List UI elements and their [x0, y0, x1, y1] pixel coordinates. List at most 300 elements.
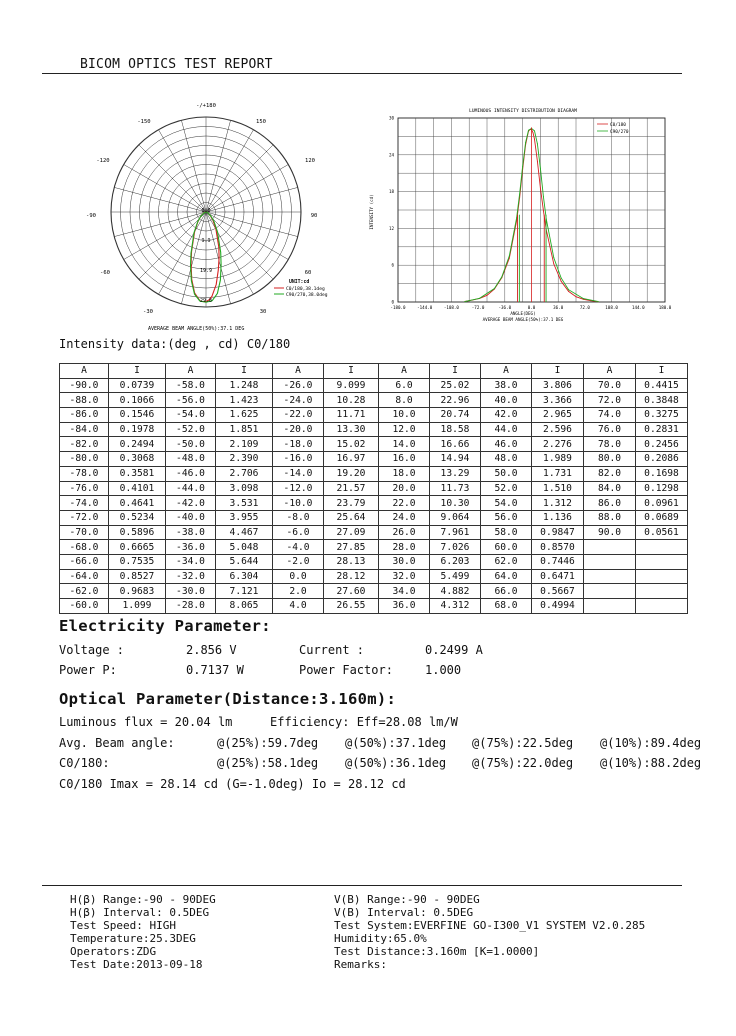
- table-cell: 9.099: [324, 378, 379, 393]
- table-cell: 82.0: [584, 466, 636, 481]
- test-system: Test System:EVERFINE GO-I300_V1 SYSTEM V2.0.285: [334, 919, 646, 932]
- table-column-header: A: [481, 364, 532, 379]
- table-cell: -88.0: [60, 393, 109, 408]
- table-cell: -50.0: [166, 437, 216, 452]
- polar-spoke: [159, 212, 207, 294]
- table-cell: 10.30: [430, 496, 481, 511]
- table-cell: 10.28: [324, 393, 379, 408]
- table-cell: -14.0: [273, 466, 324, 481]
- x-tick-label: -72.0: [471, 305, 485, 310]
- x-tick-label: 72.0: [579, 305, 590, 310]
- polar-spoke: [206, 130, 254, 212]
- intensity-table-header: [60, 364, 688, 379]
- table-cell: 3.806: [532, 378, 584, 393]
- table-cell: [584, 584, 636, 599]
- chart-series: [464, 127, 599, 302]
- series-0-point: [537, 161, 538, 162]
- x-tick-label: 36.0: [553, 305, 564, 310]
- table-row: [60, 599, 688, 614]
- power-label: Power P:: [59, 663, 117, 677]
- c0-beam-50: @(50%):36.1deg: [345, 756, 447, 770]
- table-cell: 11.71: [324, 408, 379, 423]
- c0-beam-75: @(75%):22.0deg: [472, 756, 574, 770]
- table-cell: 0.9847: [532, 525, 584, 540]
- table-row: [60, 510, 688, 525]
- polar-label-top: -/+180: [196, 103, 216, 109]
- intensity-table-body: [60, 378, 688, 613]
- polar-spoke: [206, 212, 298, 237]
- table-cell: 0.0561: [636, 525, 688, 540]
- table-cell: -40.0: [166, 510, 216, 525]
- table-cell: 8.0: [379, 393, 430, 408]
- table-cell: 1.312: [532, 496, 584, 511]
- table-cell: 14.94: [430, 452, 481, 467]
- table-cell: 0.2494: [109, 437, 166, 452]
- table-cell: 32.0: [379, 569, 430, 584]
- table-cell: 0.2086: [636, 452, 688, 467]
- series-1-point: [528, 130, 529, 131]
- table-cell: -82.0: [60, 437, 109, 452]
- table-cell: -12.0: [273, 481, 324, 496]
- current-value: 0.2499 A: [425, 643, 483, 657]
- table-cell: -46.0: [166, 466, 216, 481]
- series-1-point: [540, 168, 541, 169]
- v-range: V(B) Range:-90 - 90DEG: [334, 893, 480, 906]
- footer-divider: [42, 885, 682, 886]
- table-cell: 88.0: [584, 510, 636, 525]
- y-tick-label: 18: [388, 189, 394, 195]
- table-cell: 1.625: [216, 408, 273, 423]
- polar-label-right: 90: [310, 213, 318, 219]
- optical-section-title: Optical Parameter(Distance:3.160m):: [59, 690, 397, 708]
- series-1-point: [501, 276, 502, 277]
- series-0-point: [576, 296, 577, 297]
- table-cell: -10.0: [273, 496, 324, 511]
- imax-line: C0/180 Imax = 28.14 cd (G=-1.0deg) Io = 28.12 cd: [59, 777, 406, 791]
- table-cell: 68.0: [481, 599, 532, 614]
- chart-footer: AVERAGE BEAM ANGLE(50%):37.1 DEG: [482, 317, 564, 322]
- table-cell: 16.66: [430, 437, 481, 452]
- table-cell: 18.0: [379, 466, 430, 481]
- table-cell: 90.0: [584, 525, 636, 540]
- table-row: [60, 540, 688, 555]
- table-cell: 0.4101: [109, 481, 166, 496]
- table-cell: [636, 584, 688, 599]
- table-cell: 80.0: [584, 452, 636, 467]
- series-1-point: [494, 288, 495, 289]
- table-cell: 27.85: [324, 540, 379, 555]
- table-cell: 28.12: [324, 569, 379, 584]
- table-cell: 0.9683: [109, 584, 166, 599]
- table-cell: 0.1698: [636, 466, 688, 481]
- polar-label-bl2: -60: [100, 270, 110, 276]
- operators: Operators:ZDG: [70, 945, 157, 958]
- x-tick-label: 108.0: [605, 305, 618, 310]
- table-cell: 36.0: [379, 599, 430, 614]
- table-cell: 10.0: [379, 408, 430, 423]
- h-range: H(β) Range:-90 - 90DEG: [70, 893, 216, 906]
- table-cell: 0.7446: [532, 554, 584, 569]
- polar-spoke: [206, 165, 288, 213]
- table-cell: 26.0: [379, 525, 430, 540]
- table-cell: 62.0: [481, 554, 532, 569]
- series-1-point: [509, 256, 510, 257]
- table-column-header: A: [273, 364, 324, 379]
- table-cell: -42.0: [166, 496, 216, 511]
- table-cell: 0.3581: [109, 466, 166, 481]
- table-cell: 4.0: [273, 599, 324, 614]
- table-cell: -56.0: [166, 393, 216, 408]
- series-0-point: [534, 139, 535, 140]
- electricity-section-title: Electricity Parameter:: [59, 617, 271, 635]
- polar-label-tl2: -120: [96, 158, 110, 164]
- table-cell: 38.0: [481, 378, 532, 393]
- table-cell: 5.499: [430, 569, 481, 584]
- polar-radial-label-3: 29.8: [199, 298, 213, 304]
- table-row: [60, 554, 688, 569]
- chart-xlabel: ANGLE(DEG): [510, 311, 536, 316]
- table-cell: 26.55: [324, 599, 379, 614]
- series-1-point: [561, 278, 562, 279]
- table-cell: 0.0961: [636, 496, 688, 511]
- voltage-value: 2.856 V: [186, 643, 237, 657]
- table-cell: 0.1978: [109, 422, 166, 437]
- table-cell: [584, 554, 636, 569]
- table-cell: 13.29: [430, 466, 481, 481]
- table-cell: 5.644: [216, 554, 273, 569]
- table-cell: 2.390: [216, 452, 273, 467]
- x-tick-label: -180.0: [390, 305, 406, 310]
- table-cell: [584, 569, 636, 584]
- series-1-point: [519, 194, 520, 195]
- series-1-point: [568, 289, 569, 290]
- table-cell: -18.0: [273, 437, 324, 452]
- table-cell: -68.0: [60, 540, 109, 555]
- table-cell: 1.510: [532, 481, 584, 496]
- x-tick-label: -144.0: [417, 305, 433, 310]
- table-cell: 72.0: [584, 393, 636, 408]
- table-cell: 23.79: [324, 496, 379, 511]
- table-cell: 60.0: [481, 540, 532, 555]
- voltage-label: Voltage :: [59, 643, 125, 657]
- series-0-point: [553, 264, 554, 265]
- table-cell: 0.3275: [636, 408, 688, 423]
- footer-right-block: [334, 893, 645, 971]
- luminous-flux: Luminous flux = 20.04 lm: [59, 715, 233, 729]
- table-cell: -36.0: [166, 540, 216, 555]
- table-cell: -34.0: [166, 554, 216, 569]
- polar-unit: UNIT:cd: [289, 280, 310, 285]
- table-cell: [636, 540, 688, 555]
- polar-footer: AVERAGE BEAM ANGLE(50%):37.1 DEG: [148, 326, 245, 332]
- table-cell: -16.0: [273, 452, 324, 467]
- h-interval: H(β) Interval: 0.5DEG: [70, 906, 210, 919]
- table-cell: -84.0: [60, 422, 109, 437]
- table-cell: 5.048: [216, 540, 273, 555]
- chart-legend-c90: C90/270: [610, 130, 629, 135]
- table-cell: 30.0: [379, 554, 430, 569]
- table-cell: 6.203: [430, 554, 481, 569]
- table-cell: -2.0: [273, 554, 324, 569]
- polar-label-bl1: -30: [143, 309, 153, 315]
- table-cell: -52.0: [166, 422, 216, 437]
- series-0-point: [568, 291, 569, 292]
- table-cell: 0.1066: [109, 393, 166, 408]
- x-tick-label: 144.0: [631, 305, 645, 310]
- table-cell: -6.0: [273, 525, 324, 540]
- table-cell: 0.5896: [109, 525, 166, 540]
- table-cell: -64.0: [60, 569, 109, 584]
- polar-radial-label-0: 0.0: [201, 208, 211, 214]
- remarks: Remarks:: [334, 958, 387, 971]
- y-tick-label: 12: [388, 225, 394, 231]
- table-cell: -60.0: [60, 599, 109, 614]
- polar-label-br1: 30: [259, 309, 267, 315]
- table-cell: 66.0: [481, 584, 532, 599]
- test-distance: Test Distance:3.160m [K=1.0000]: [334, 945, 540, 958]
- table-column-header: I: [109, 364, 166, 379]
- polar-label-br2: 60: [304, 270, 312, 276]
- table-cell: 3.531: [216, 496, 273, 511]
- table-row: [60, 525, 688, 540]
- table-row: [60, 481, 688, 496]
- series-1-point: [516, 217, 517, 218]
- table-cell: 0.1298: [636, 481, 688, 496]
- table-row: [60, 408, 688, 423]
- table-row: [60, 393, 688, 408]
- table-cell: 0.1546: [109, 408, 166, 423]
- table-cell: 1.423: [216, 393, 273, 408]
- table-cell: 0.0: [273, 569, 324, 584]
- table-cell: 78.0: [584, 437, 636, 452]
- table-cell: 22.0: [379, 496, 430, 511]
- table-cell: -8.0: [273, 510, 324, 525]
- table-cell: 84.0: [584, 481, 636, 496]
- table-column-header: I: [532, 364, 584, 379]
- table-cell: -86.0: [60, 408, 109, 423]
- polar-spoke: [124, 165, 206, 213]
- table-cell: 2.596: [532, 422, 584, 437]
- series-1-point: [583, 298, 584, 299]
- table-cell: 27.60: [324, 584, 379, 599]
- table-cell: 14.0: [379, 437, 430, 452]
- table-cell: -80.0: [60, 452, 109, 467]
- polar-radial-label-1: 9.9: [201, 238, 211, 244]
- table-cell: 4.467: [216, 525, 273, 540]
- x-tick-label: 0.0: [527, 305, 536, 310]
- table-cell: 15.02: [324, 437, 379, 452]
- table-cell: 0.2456: [636, 437, 688, 452]
- table-cell: 58.0: [481, 525, 532, 540]
- table-cell: -58.0: [166, 378, 216, 393]
- table-cell: -48.0: [166, 452, 216, 467]
- table-cell: -22.0: [273, 408, 324, 423]
- table-cell: 4.882: [430, 584, 481, 599]
- table-cell: 16.97: [324, 452, 379, 467]
- intensity-table: [59, 363, 688, 614]
- table-cell: 74.0: [584, 408, 636, 423]
- y-tick-label: 0: [391, 299, 394, 305]
- intensity-distribution-chart: [360, 104, 670, 328]
- polar-legend-c0: C0/180,38.1deg: [286, 287, 325, 292]
- table-cell: 0.7535: [109, 554, 166, 569]
- series-1-point: [525, 142, 526, 143]
- table-cell: 1.248: [216, 378, 273, 393]
- polar-spoke: [206, 212, 254, 294]
- intensity-data-header: Intensity data:(deg , cd) C0/180: [59, 337, 291, 351]
- table-cell: -20.0: [273, 422, 324, 437]
- power-value: 0.7137 W: [186, 663, 244, 677]
- avg-beam-25: @(25%):59.7deg: [217, 736, 319, 750]
- table-cell: 6.0: [379, 378, 430, 393]
- table-cell: -4.0: [273, 540, 324, 555]
- efficiency: Efficiency: Eff=28.08 lm/W: [270, 715, 458, 729]
- polar-label-tr2: 120: [305, 158, 315, 164]
- x-tick-label: -108.0: [443, 305, 459, 310]
- table-cell: 86.0: [584, 496, 636, 511]
- series-0-point: [540, 188, 541, 189]
- table-cell: 0.8527: [109, 569, 166, 584]
- humidity: Humidity:65.0%: [334, 932, 427, 945]
- table-cell: 4.312: [430, 599, 481, 614]
- series-1-point: [598, 301, 599, 302]
- series-1-point: [522, 166, 523, 167]
- polar-intensity-diagram: [78, 100, 340, 336]
- table-cell: 3.366: [532, 393, 584, 408]
- series-1-point: [553, 257, 554, 258]
- x-tick-label: 180.0: [658, 305, 672, 310]
- table-row: [60, 378, 688, 393]
- table-cell: 48.0: [481, 452, 532, 467]
- test-date: Test Date:2013-09-18: [70, 958, 203, 971]
- table-cell: 25.02: [430, 378, 481, 393]
- table-cell: [584, 599, 636, 614]
- polar-legend-c90: C90/270,38.0deg: [286, 293, 328, 298]
- table-column-header: A: [584, 364, 636, 379]
- table-cell: 0.6471: [532, 569, 584, 584]
- table-cell: 28.13: [324, 554, 379, 569]
- polar-spoke: [206, 187, 298, 212]
- table-cell: -74.0: [60, 496, 109, 511]
- polar-spoke: [181, 120, 206, 212]
- table-cell: 0.4415: [636, 378, 688, 393]
- table-cell: 2.706: [216, 466, 273, 481]
- series-0-point: [543, 210, 544, 211]
- table-cell: 21.57: [324, 481, 379, 496]
- test-speed: Test Speed: HIGH: [70, 919, 176, 932]
- table-cell: 20.0: [379, 481, 430, 496]
- c0-beam-25: @(25%):58.1deg: [217, 756, 319, 770]
- table-cell: -54.0: [166, 408, 216, 423]
- table-cell: 0.3068: [109, 452, 166, 467]
- table-cell: 54.0: [481, 496, 532, 511]
- power-factor-value: 1.000: [425, 663, 462, 677]
- series-1-point: [464, 301, 465, 302]
- table-cell: 12.0: [379, 422, 430, 437]
- table-cell: 1.136: [532, 510, 584, 525]
- table-cell: 0.0739: [109, 378, 166, 393]
- series-1-point: [534, 130, 535, 131]
- table-cell: -66.0: [60, 554, 109, 569]
- c0-beam-angle-label: C0/180:: [59, 756, 110, 770]
- y-tick-label: 30: [388, 115, 394, 121]
- y-tick-label: 6: [391, 262, 394, 268]
- table-cell: 27.09: [324, 525, 379, 540]
- y-tick-label: 24: [388, 152, 394, 158]
- x-tick-label: -36.0: [498, 305, 512, 310]
- table-cell: 0.3848: [636, 393, 688, 408]
- table-cell: 40.0: [481, 393, 532, 408]
- table-cell: 11.73: [430, 481, 481, 496]
- table-cell: -26.0: [273, 378, 324, 393]
- table-cell: -38.0: [166, 525, 216, 540]
- table-column-header: A: [379, 364, 430, 379]
- avg-beam-10: @(10%):89.4deg: [600, 736, 702, 750]
- avg-beam-50: @(50%):37.1deg: [345, 736, 447, 750]
- table-column-header: I: [430, 364, 481, 379]
- table-row: [60, 452, 688, 467]
- table-cell: 0.5234: [109, 510, 166, 525]
- polar-label-tl1: -150: [137, 119, 151, 125]
- table-cell: [636, 569, 688, 584]
- chart-title: LUMINOUS INTENSITY DISTRIBUTION DIAGRAM: [469, 109, 577, 114]
- table-cell: 44.0: [481, 422, 532, 437]
- table-cell: 9.064: [430, 510, 481, 525]
- table-cell: -90.0: [60, 378, 109, 393]
- c0-beam-10: @(10%):88.2deg: [600, 756, 702, 770]
- table-cell: 7.026: [430, 540, 481, 555]
- table-cell: 13.30: [324, 422, 379, 437]
- table-cell: -62.0: [60, 584, 109, 599]
- table-row: [60, 466, 688, 481]
- polar-label-left: -90: [86, 213, 96, 219]
- table-cell: 42.0: [481, 408, 532, 423]
- table-cell: 2.0: [273, 584, 324, 599]
- table-cell: -70.0: [60, 525, 109, 540]
- table-column-header: A: [60, 364, 109, 379]
- table-cell: [584, 540, 636, 555]
- table-cell: 46.0: [481, 437, 532, 452]
- table-cell: [636, 554, 688, 569]
- chart-ylabel: INTENSITY (cd): [369, 194, 374, 230]
- current-label: Current :: [299, 643, 365, 657]
- table-cell: 0.6665: [109, 540, 166, 555]
- table-cell: 64.0: [481, 569, 532, 584]
- table-cell: 18.58: [430, 422, 481, 437]
- table-cell: 70.0: [584, 378, 636, 393]
- table-cell: -32.0: [166, 569, 216, 584]
- table-cell: 3.955: [216, 510, 273, 525]
- table-cell: 20.74: [430, 408, 481, 423]
- table-cell: -72.0: [60, 510, 109, 525]
- table-cell: -24.0: [273, 393, 324, 408]
- table-cell: 0.0689: [636, 510, 688, 525]
- table-cell: -30.0: [166, 584, 216, 599]
- table-column-header: I: [216, 364, 273, 379]
- table-cell: 22.96: [430, 393, 481, 408]
- footer-left-block: [70, 893, 216, 971]
- table-cell: 56.0: [481, 510, 532, 525]
- table-cell: 8.065: [216, 599, 273, 614]
- table-cell: 1.851: [216, 422, 273, 437]
- table-cell: 2.965: [532, 408, 584, 423]
- v-interval: V(B) Interval: 0.5DEG: [334, 906, 474, 919]
- header-divider: [42, 73, 682, 74]
- table-cell: 0.4641: [109, 496, 166, 511]
- table-row: [60, 584, 688, 599]
- series-0-point: [533, 132, 534, 133]
- polar-spoke: [206, 120, 231, 212]
